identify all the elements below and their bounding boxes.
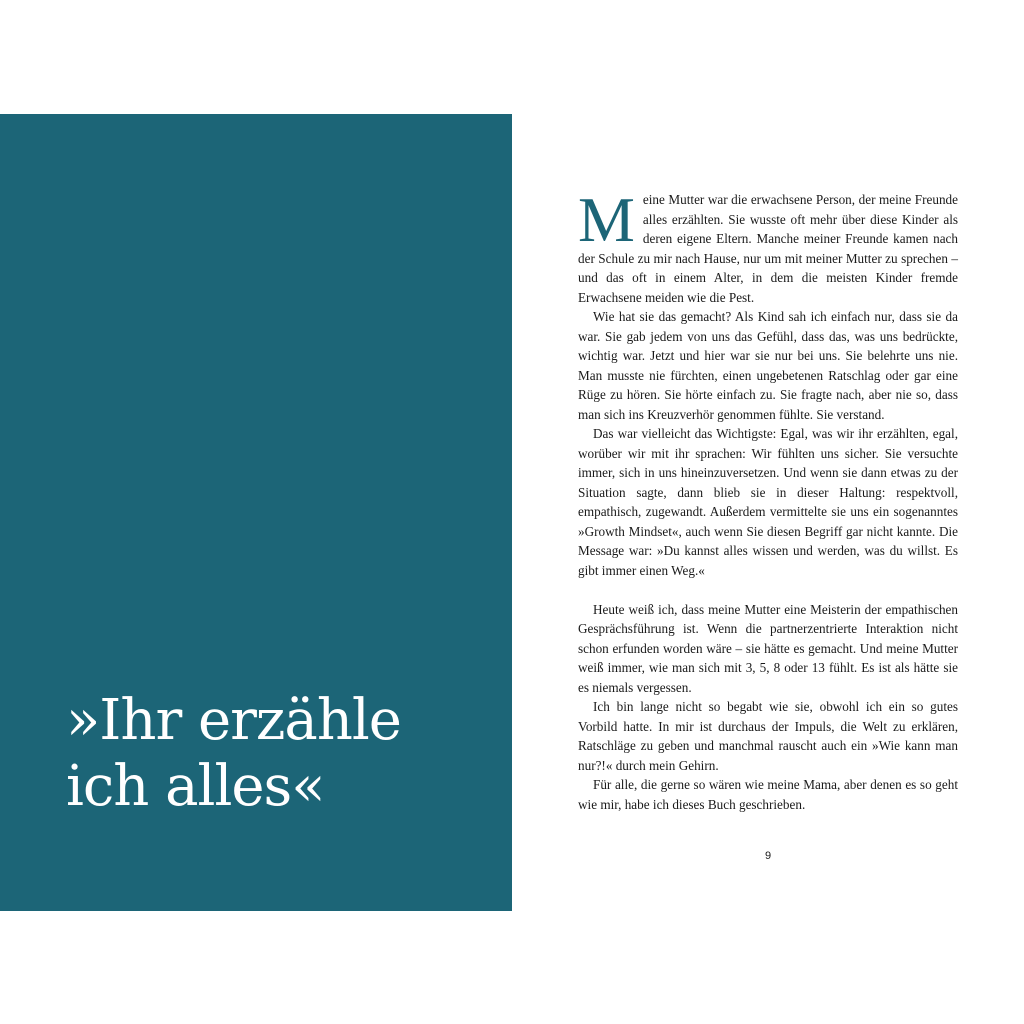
paragraph-3: Das war vielleicht das Wichtigste: Egal, was wir ihr erzählten, egal, worüber wir mit ihr sprachen: Wir fühlten uns sicher. Sie versuchte immer, sich in uns hineinzuversetzen. Und wenn sie dann etwas zu der Situation sagte, dann blieb sie in dieser Haltung: respektvoll, empathisch, zugewandt. Außerdem vermittelte sie uns ein sogenanntes »Growth Mindset«, auch wenn Sie diesen Begriff gar nicht kannte. Die Message war: »Du kannst alles wissen und werden, was du willst. Es gibt immer einen Weg.«	[578, 426, 958, 578]
paragraph-1-text: eine Mutter war die erwachsene Person, der meine Freunde alles erzählten. Sie wusste oft mehr über diese Kinder als deren eigene Eltern. Manche meiner Freunde kamen nach der Schule zu mir nach Hause, nur um mit meiner Mutter zu sprechen – und das oft in einem Alter, in dem die meisten Kinder fremde Erwachsene meiden wie die Pest.	[578, 192, 958, 305]
chapter-title-line-2: ich alles«	[66, 754, 325, 819]
paragraph-2: Wie hat sie das gemacht? Als Kind sah ich einfach nur, dass sie da war. Sie gab jedem von uns das Gefühl, dass das, was uns bedrückte, wichtig war. Jetzt und hier war sie nur bei uns. Sie belehrte uns nie. Man musste nie fürchten, einen ungebetenen Ratschlag oder gar eine Rüge zu hören. Sie hörte einfach zu. Sie fragte nach, aber nie so, dass man sich ins Kreuzverhör genommen fühlte. Sie verstand.	[578, 309, 958, 422]
chapter-title-line-1: »Ihr erzähle	[66, 688, 401, 753]
paragraph-5: Ich bin lange nicht so begabt wie sie, obwohl ich ein so gutes Vorbild hatte. In mir ist durchaus der Impuls, die Welt zu erklären, Ratschläge zu geben und manchmal rauscht auch ein »Wie kann man nur?!« durch mein Gehirn.	[578, 699, 958, 773]
page-number: 9	[764, 850, 772, 862]
chapter-title	[66, 688, 401, 820]
paragraph-1	[578, 184, 958, 307]
paragraph-6: Für alle, die gerne so wären wie meine Mama, aber denen es so geht wie mir, habe ich dieses Buch geschrieben.	[578, 777, 958, 812]
drop-cap: M	[578, 184, 635, 255]
section-break	[578, 580, 958, 600]
body-text	[578, 184, 958, 814]
paragraph-4: Heute weiß ich, dass meine Mutter eine Meisterin der empathischen Gesprächsführung ist. Wenn die partnerzentrierte Interaktion nicht schon erfunden worden wäre – sie hätte es gemacht. Und meine Mutter weiß immer, wie man sich mit 3, 5, 8 oder 13 fühlt. Es ist als hätte sie es niemals vergessen.	[578, 601, 958, 695]
